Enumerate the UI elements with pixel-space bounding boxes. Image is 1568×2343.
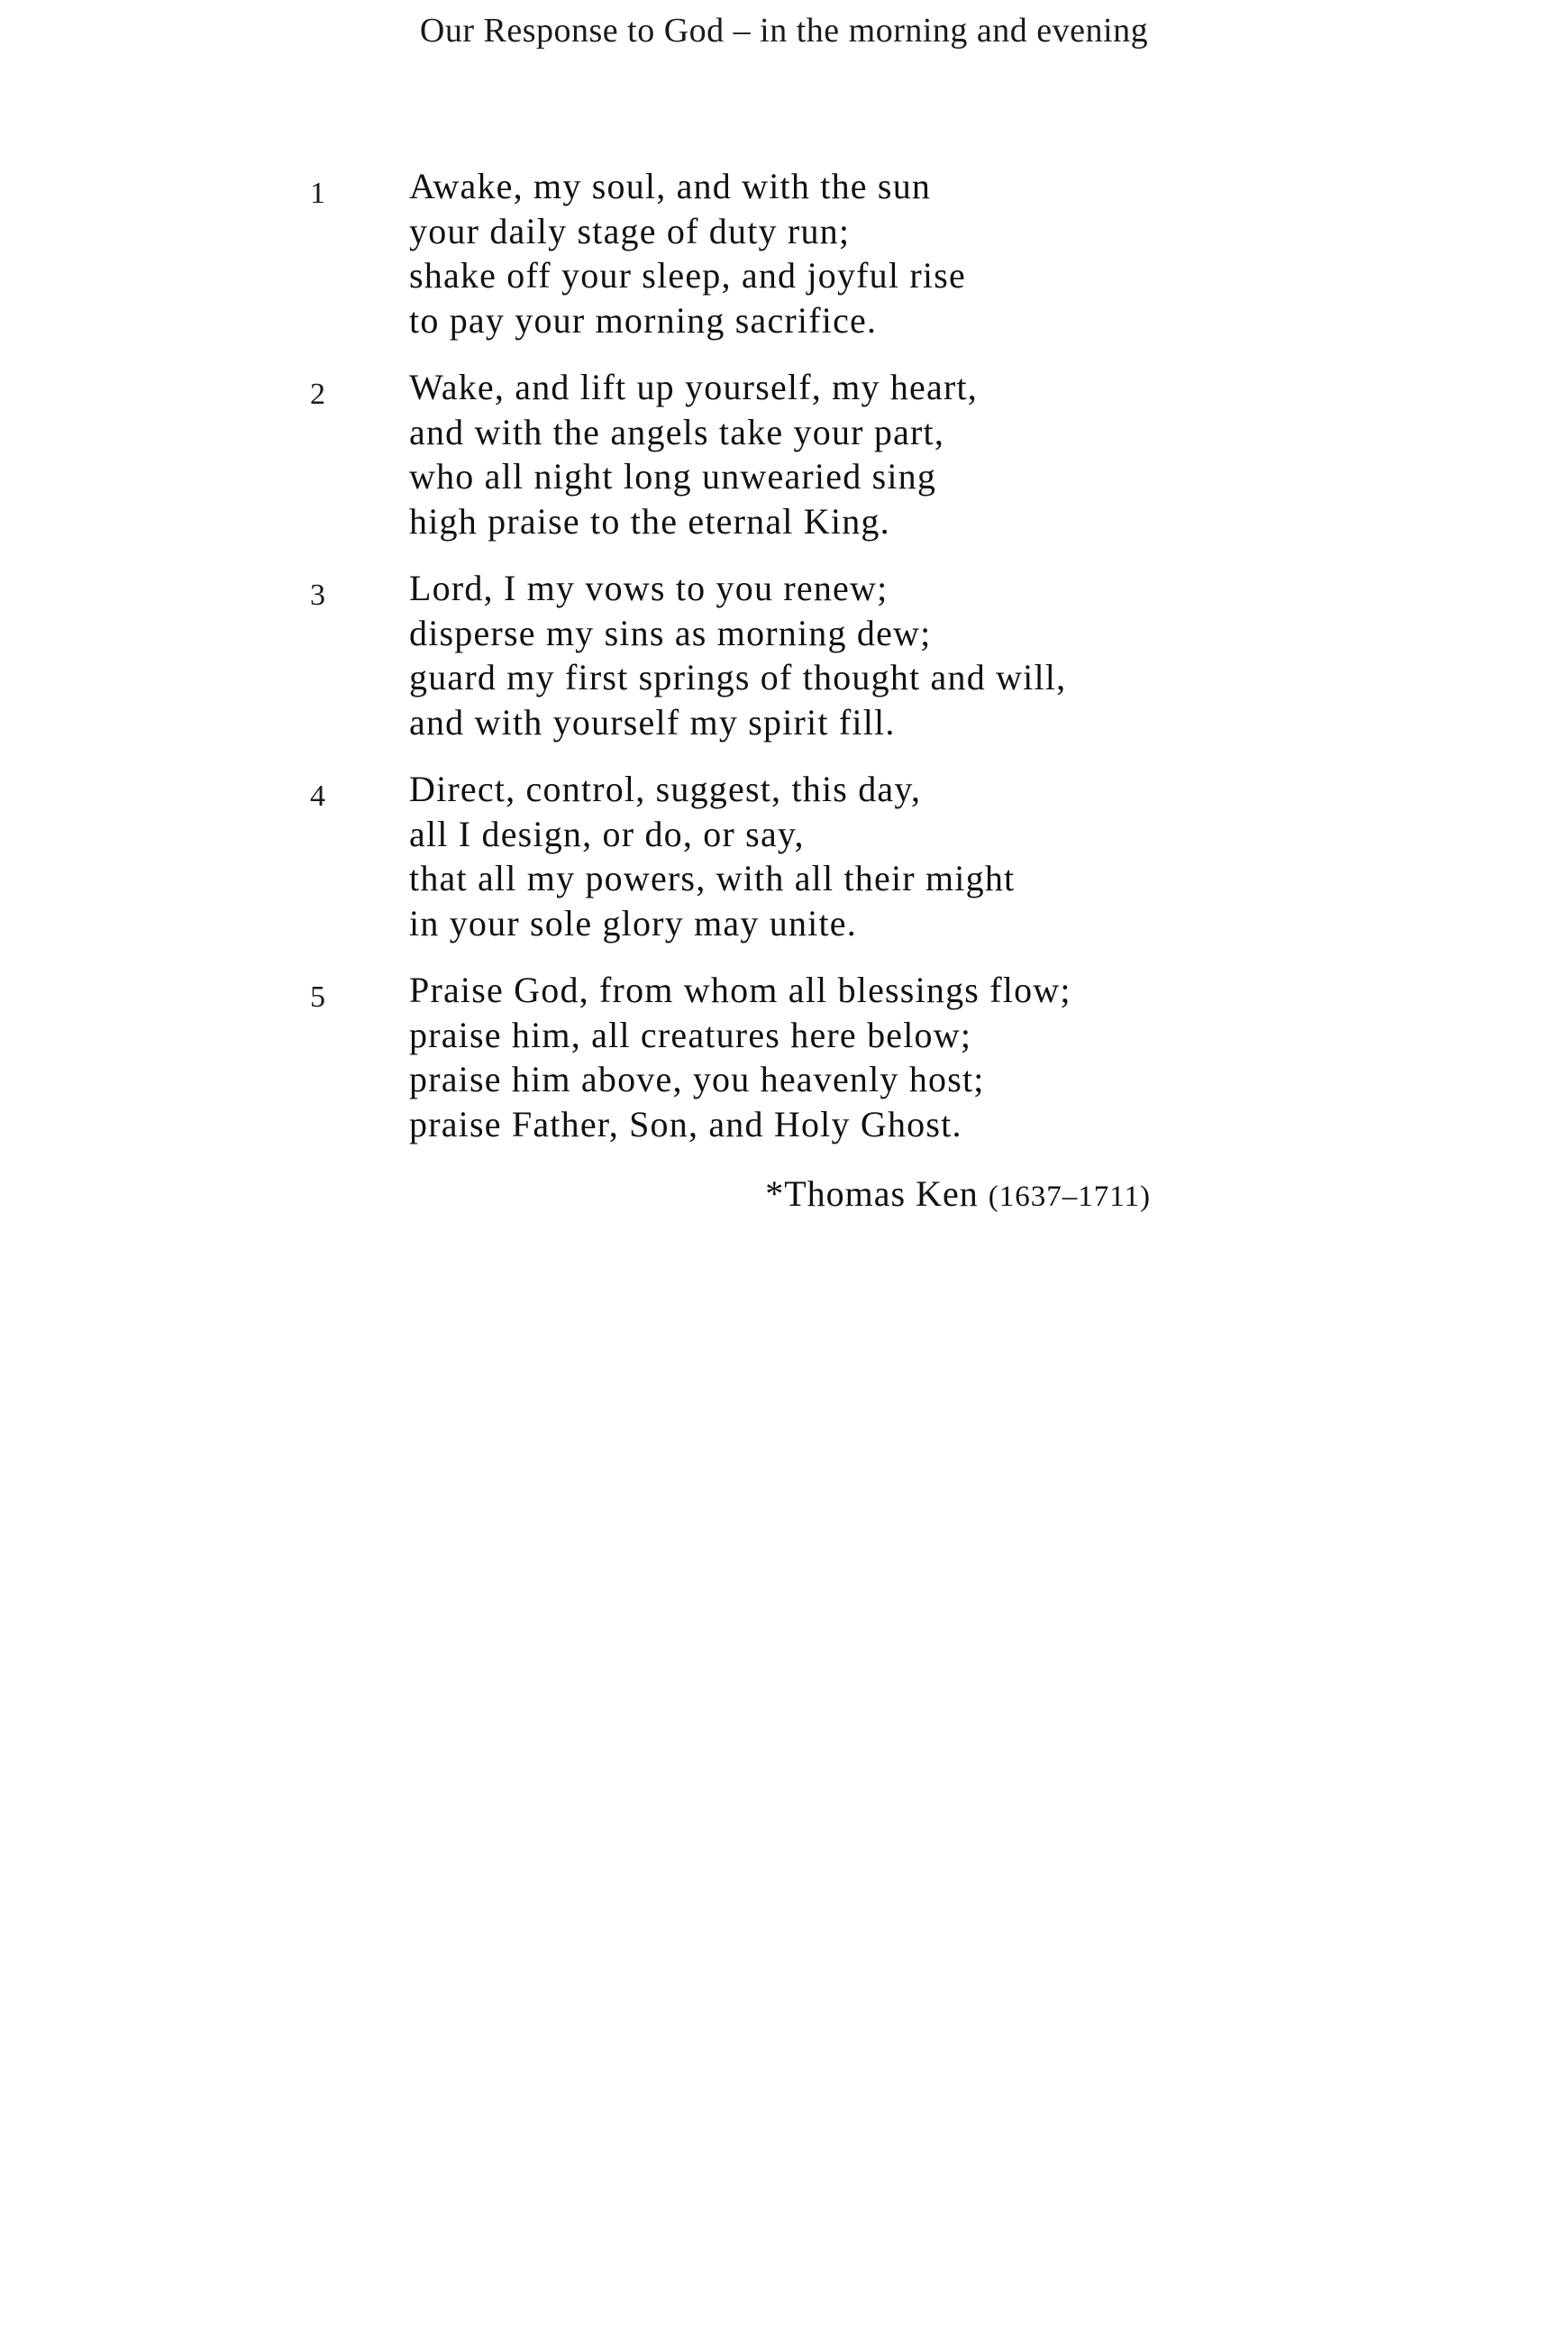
verse-number: 4: [310, 779, 325, 813]
verse-2: [0, 365, 1568, 566]
author-attribution: [0, 1172, 1151, 1219]
verse-line: guard my first springs of thought and will,: [409, 657, 1067, 697]
verse-line: Lord, I my vows to you renew;: [409, 568, 889, 608]
verse-line: that all my powers, with all their might: [409, 858, 1016, 898]
author-name: *Thomas Ken: [765, 1173, 979, 1214]
verse-line: praise Father, Son, and Holy Ghost.: [409, 1103, 962, 1144]
verse-number: 1: [310, 177, 325, 210]
verse-line: to pay your morning sacrifice.: [409, 299, 878, 341]
verse-lines: [409, 164, 1310, 342]
verse-line: Direct, control, suggest, this day,: [409, 769, 922, 809]
verse-4: [0, 767, 1568, 968]
verse-line: Awake, my soul, and with the sun: [409, 166, 932, 206]
verse-line: your daily stage of duty run;: [409, 210, 851, 251]
verse-line: who all night long unwearied sing: [409, 456, 937, 497]
running-head: Our Response to God – in the morning and evening: [419, 12, 1149, 50]
verse-line: all I design, or do, or say,: [409, 813, 805, 854]
verse-number: 5: [310, 980, 325, 1014]
verse-lines: [409, 968, 1310, 1146]
verse-line: disperse my sins as morning dew;: [409, 612, 932, 653]
verse-line: and with the angels take your part,: [409, 411, 945, 452]
verse-1: [0, 164, 1568, 365]
verse-5: [0, 968, 1568, 1169]
verse-lines: [409, 365, 1310, 543]
verse-line: and with yourself my spirit fill.: [409, 701, 896, 743]
verse-line: in your sole glory may unite.: [409, 902, 857, 944]
hymn-text: [0, 164, 1568, 1169]
verse-line: praise him, all creatures here below;: [409, 1014, 972, 1055]
verse-3: [0, 566, 1568, 767]
verse-line: Wake, and lift up yourself, my heart,: [409, 367, 979, 407]
verse-line: high praise to the eternal King.: [409, 500, 890, 542]
verse-line: praise him above, you heavenly host;: [409, 1059, 985, 1099]
author-dates: (1637–1711): [988, 1181, 1151, 1213]
verse-lines: [409, 767, 1310, 945]
verse-number: 2: [310, 378, 325, 411]
verse-number: 3: [310, 579, 325, 612]
verse-lines: [409, 566, 1310, 744]
verse-line: shake off your sleep, and joyful rise: [409, 255, 966, 296]
verse-line: Praise God, from whom all blessings flow;: [409, 970, 1071, 1010]
